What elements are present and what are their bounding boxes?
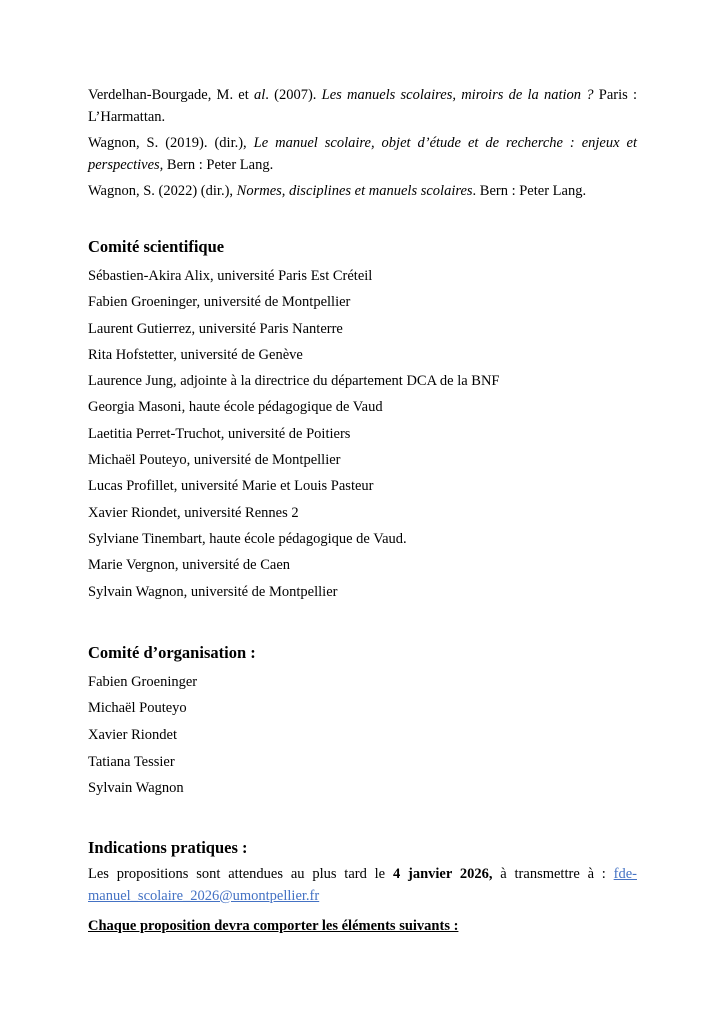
list-item: Marie Vergnon, université de Caen bbox=[88, 557, 291, 574]
list-item: Georgia Masoni, haute école pédagogique de Vaud bbox=[88, 399, 383, 416]
list-item: Tatiana Tessier bbox=[88, 753, 175, 770]
reference-title-italic: Normes, disciplines et manuels scolaires bbox=[236, 183, 473, 199]
reference-run: . (2007). bbox=[265, 87, 322, 103]
list-item: Lucas Profillet, université Marie et Louis Pasteur bbox=[88, 478, 374, 495]
list-item: Sylvain Wagnon, université de Montpellier bbox=[88, 583, 338, 600]
practical-info-paragraph bbox=[88, 863, 637, 907]
scientific-committee-list bbox=[88, 263, 637, 605]
reference-title-italic: Le manuel scolaire, objet d’étude et de recherche : enjeux et perspectives, bbox=[88, 135, 637, 173]
list-item: Xavier Riondet bbox=[88, 727, 177, 744]
list-item: Michaël Pouteyo bbox=[88, 700, 187, 717]
reference-entry bbox=[88, 180, 637, 202]
list-item: Sébastien-Akira Alix, université Paris Est Créteil bbox=[88, 268, 373, 284]
organizing-committee-heading: Comité d’organisation : bbox=[88, 642, 256, 662]
list-item: Michaël Pouteyo, université de Montpellier bbox=[88, 452, 341, 469]
organizing-committee-list bbox=[88, 669, 637, 802]
requirements-heading: Chaque proposition devra comporter les éléments suivants : bbox=[88, 917, 459, 934]
paragraph-run: Les propositions sont attendues au plus tard le bbox=[88, 865, 393, 882]
reference-entry bbox=[88, 84, 637, 128]
list-item: Sylvain Wagnon bbox=[88, 780, 184, 797]
list-item: Fabien Groeninger, université de Montpellier bbox=[88, 294, 351, 311]
list-item: Laurence Jung, adjointe à la directrice du département DCA de la BNF bbox=[88, 373, 500, 390]
list-item: Xavier Riondet, université Rennes 2 bbox=[88, 504, 299, 521]
reference-run: Paris : L’Harmattan. bbox=[88, 87, 637, 125]
reference-run-italic: al bbox=[253, 87, 266, 103]
reference-run: Verdelhan-Bourgade, M. et bbox=[88, 87, 254, 103]
references-section bbox=[88, 84, 637, 202]
list-item: Fabien Groeninger bbox=[88, 673, 198, 690]
paragraph-run: à transmettre à : bbox=[492, 865, 614, 882]
deadline-date: 4 janvier 2026, bbox=[392, 865, 493, 882]
reference-run: Wagnon, S. (2019). (dir.), bbox=[88, 135, 254, 151]
practical-info-heading: Indications pratiques : bbox=[88, 837, 248, 857]
reference-run: Wagnon, S. (2022) (dir.), bbox=[88, 183, 237, 199]
reference-run: Bern : Peter Lang. bbox=[163, 157, 274, 173]
list-item: Laurent Gutierrez, université Paris Nanterre bbox=[88, 320, 343, 337]
reference-run: . Bern : Peter Lang. bbox=[472, 183, 587, 199]
scientific-committee-heading: Comité scientifique bbox=[88, 237, 225, 256]
reference-entry bbox=[88, 132, 637, 176]
email-link[interactable]: fde-manuel_scolaire_2026@umontpellier.fr bbox=[88, 865, 637, 904]
reference-title-italic: Les manuels scolaires, miroirs de la nation ? bbox=[321, 87, 594, 103]
list-item: Laetitia Perret-Truchot, université de Poitiers bbox=[88, 425, 351, 442]
list-item: Sylviane Tinembart, haute école pédagogique de Vaud. bbox=[88, 530, 407, 547]
list-item: Rita Hofstetter, université de Genève bbox=[88, 346, 303, 363]
